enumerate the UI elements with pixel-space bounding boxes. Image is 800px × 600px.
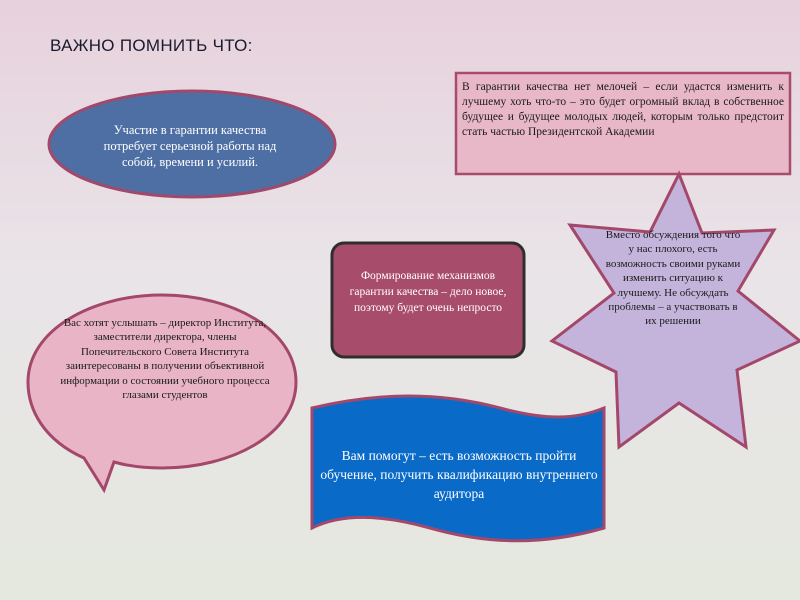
info-box-text: В гарантии качества нет мелочей – если удастся изменить к лучшему хоть что-то – это будет огромный вклад в собственное будущее и будущее молодых людей, которым только предстоит стать частью Президентской Академии bbox=[462, 81, 784, 138]
rounded-rect-text: Формирование механизмов гарантии качества – дело новое, поэтому будет очень непросто bbox=[349, 270, 507, 314]
speech-bubble-text: Вас хотят услышать – директор Института, заместители директора, члены Попечительского Совета Института заинтересованы в получении объективной информации о состоянии учебного процесса глазами студентов bbox=[60, 317, 270, 402]
star-text: Вместо обсуждения того что у нас плохого, есть возможность своими руками изменить ситуацию к лучшему. Не обсуждать проблемы – а участвовать в их решении bbox=[605, 229, 741, 328]
slide-title: ВАЖНО ПОМНИТЬ ЧТО: bbox=[50, 36, 253, 55]
wave-banner-text: Вам помогут – есть возможность пройти обучение, получить квалификацию внутреннего аудитора bbox=[320, 448, 598, 501]
oval-text: Участие в гарантии качества потребует серьезной работы над собой, времени и усилий. bbox=[103, 123, 277, 169]
